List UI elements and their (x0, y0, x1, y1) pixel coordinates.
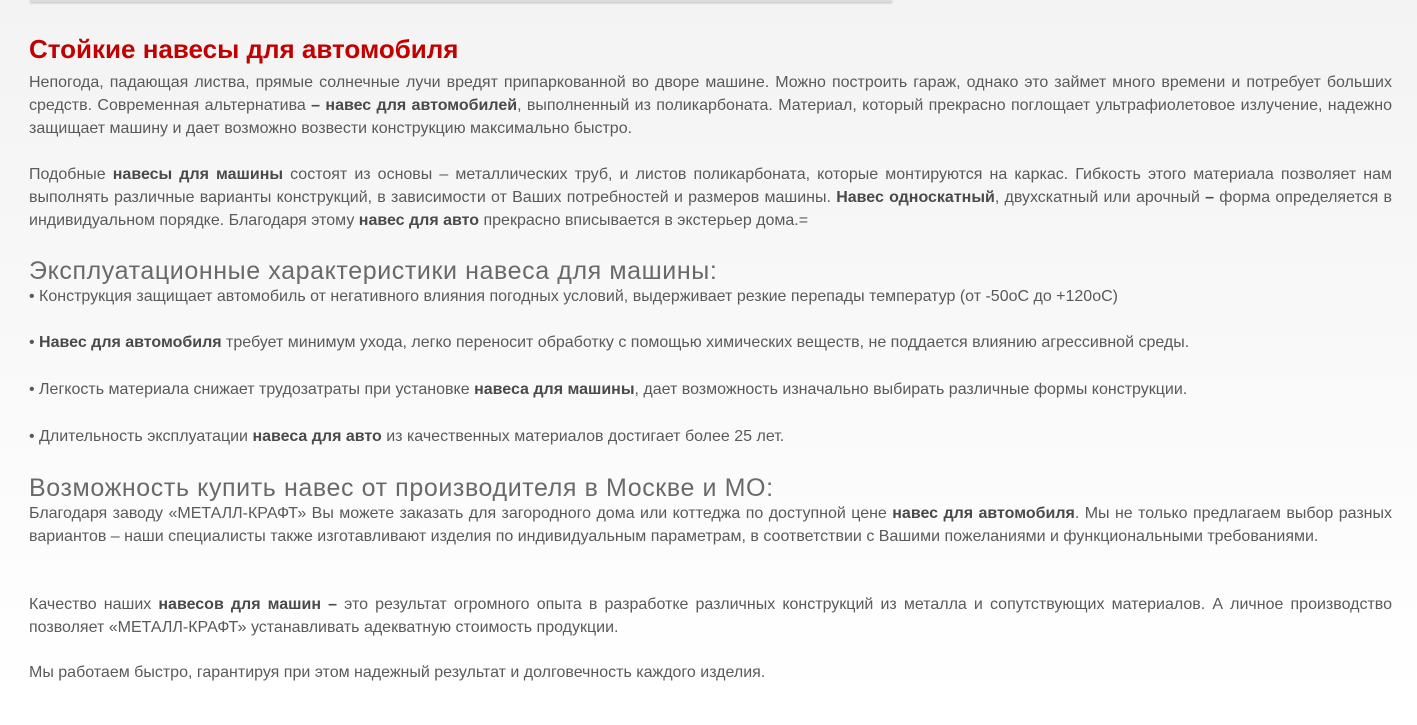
list-item: • Длительность эксплуатации навеса для авто из качественных материалов достигает более 25 лет. (29, 428, 785, 445)
keyword-link: навес для авто (358, 212, 480, 229)
keyword-link: навесов для машин – (158, 596, 338, 613)
list-item: • Навес для автомобиля требует минимум ухода, легко переносит обработку с помощью химических веществ, не поддается влиянию агрессивной среды. (29, 334, 1190, 351)
section-heading-characteristics: Эксплуатационные характеристики навеса для машины: (29, 257, 718, 285)
construction-paragraph: Подобные навесы для машины состоят из основы – металлических труб, и листов поликарбоната, которые монтируются на каркас. Гибкость этого материала позволяет нам выполнять различные варианты конструкций, в зависимости от Ваших потребностей и размеров машины. Навес односкатный, двухскатный или арочный – форма определяется в индивидуальном порядке. Благодаря этому навес для авто прекрасно вписывается в экстерьер дома.= (29, 166, 1392, 229)
keyword-link: навеса для авто (252, 428, 382, 445)
list-item: • Легкость материала снижает трудозатраты при установке навеса для машины, дает возможность изначально выбирать различные формы конструкции. (29, 381, 1188, 398)
keyword-link: навеса для машины (474, 381, 635, 398)
section-heading-buy: Возможность купить навес от производителя в Москве и МО: (29, 474, 774, 502)
page-title: Стойкие навесы для автомобиля (29, 34, 459, 64)
intro-paragraph: Непогода, падающая листва, прямые солнечные лучи вредят припаркованной во дворе машине. Можно построить гараж, однако это займет много времени и потребует больших средств. Современная альтернатива – навес для автомобилей, выполненный из поликарбоната. Материал, который прекрасно поглощает ультрафиолетовое излучение, надежно защищает машину и дает возможно возвести конструкцию максимально быстро. (29, 74, 1392, 137)
list-item: • Конструкция защищает автомобиль от негативного влияния погодных условий, выдерживает резкие перепады температур (от -50оС до +120оС) (29, 288, 1118, 305)
buy-paragraph: Благодаря заводу «МЕТАЛЛ-КРАФТ» Вы можете заказать для загородного дома или коттеджа по доступной цене навес для автомобиля. Мы не только предлагаем выбор разных вариантов – наши специалисты также изготавливают изделия по индивидуальным параметрам, в соответствии с Вашими пожеланиями и функциональными требованиями. (29, 505, 1392, 545)
closing-paragraph: Мы работаем быстро, гарантируя при этом надежный результат и долговечность каждого изделия. (29, 664, 766, 681)
keyword-link: Навес односкатный (836, 189, 995, 206)
quality-paragraph: Качество наших навесов для машин – это результат огромного опыта в разработке различных конструкций из металла и сопутствующих материалов. А личное производство позволяет «МЕТАЛЛ-КРАФТ» устанавливать адекватную стоимость продукции. (29, 596, 1392, 636)
keyword-link: – навес для автомобилей (311, 97, 518, 114)
keyword-link: навесы для машины (112, 166, 284, 183)
keyword-link: Навес для автомобиля (39, 334, 222, 351)
keyword-link: навес для автомобиля (892, 505, 1075, 522)
top-panel-edge (30, 0, 892, 2)
